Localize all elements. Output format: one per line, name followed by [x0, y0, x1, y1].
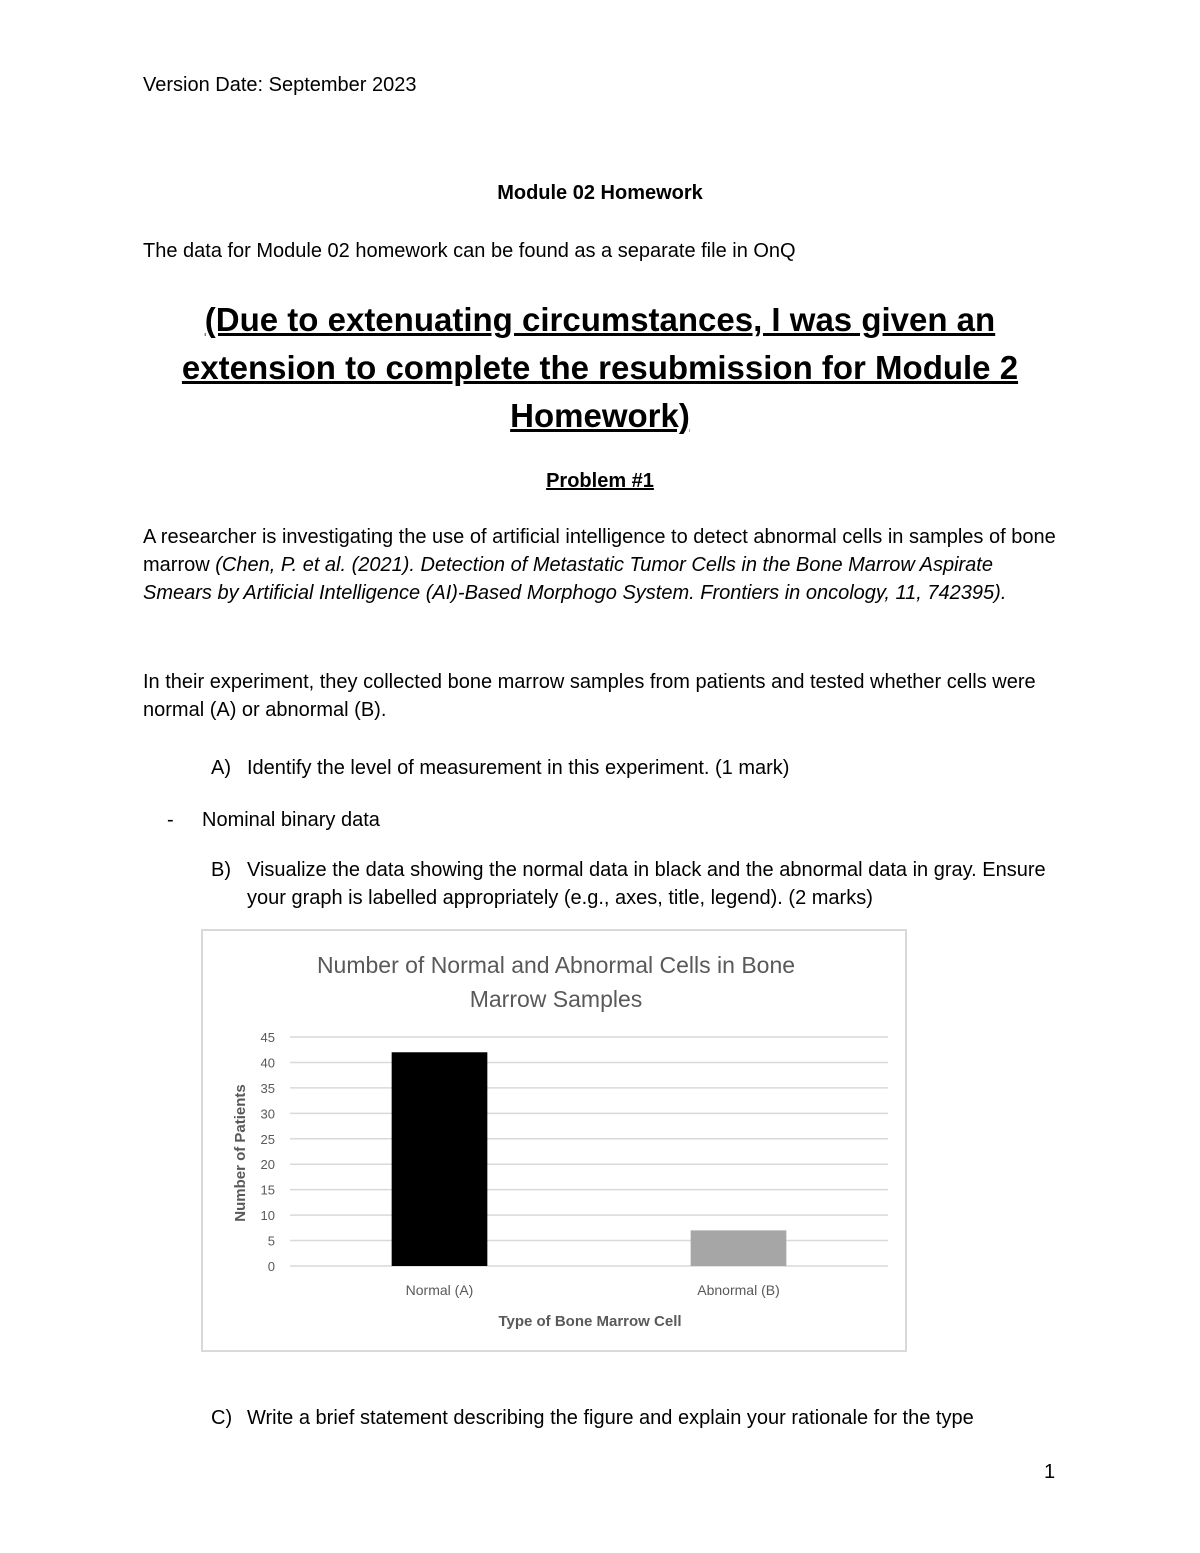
chart-y-tick-label: 15 — [260, 1182, 275, 1198]
citation-end: . — [1000, 582, 1007, 604]
chart-bars — [392, 1052, 787, 1266]
question-c-label: C) — [211, 1407, 233, 1429]
answer-a-text: Nominal binary data — [202, 809, 380, 831]
intro-text: A researcher is investigating the use of artificial intelligence to detect abnormal cells in samples of bone marrow — [143, 526, 1056, 576]
question-a-label: A) — [211, 757, 231, 779]
citation: (Chen, P. et al. (2021). Detection of Metastatic Tumor Cells in the Bone Marrow Aspirate Smears by Artificial Intelligence (AI)-Based Morphogo System. Frontiers in oncology, 11, 742395) — [143, 554, 1001, 604]
chart-y-tick-label: 10 — [260, 1208, 275, 1224]
page-title: Module 02 Homework — [497, 182, 703, 204]
chart-x-tick-label: Abnormal (B) — [697, 1282, 780, 1298]
chart-canvas — [203, 931, 905, 1350]
chart-y-tick-label: 40 — [260, 1055, 275, 1071]
chart-x-tick-label: Normal (A) — [405, 1282, 474, 1298]
bullet-dash: - — [167, 809, 174, 831]
intro-paragraph — [143, 523, 1063, 607]
chart-bar-normal — [392, 1052, 488, 1266]
problem-heading: Problem #1 — [546, 470, 654, 492]
experiment-paragraph: In their experiment, they collected bone marrow samples from patients and tested whether cells were normal (A) or abnormal (B). — [143, 671, 1036, 721]
question-c — [211, 1404, 1071, 1432]
chart-y-tick-label: 25 — [260, 1131, 275, 1147]
chart-title-line-1: Number of Normal and Abnormal Cells in Bone — [316, 952, 796, 978]
question-c-text: Write a brief statement describing the figure and explain your rationale for the type — [247, 1407, 974, 1429]
page-number: 1 — [1044, 1461, 1056, 1483]
chart-y-tick-label: 35 — [260, 1080, 275, 1096]
chart-y-tick-label: 30 — [260, 1106, 275, 1122]
chart-bar-abnormal — [691, 1230, 787, 1266]
question-a — [211, 754, 789, 782]
chart-gridlines — [290, 1037, 888, 1266]
chart-y-tick-label: 45 — [260, 1030, 275, 1045]
question-b-label: B) — [211, 859, 231, 881]
chart-x-axis-label: Type of Bone Marrow Cell — [498, 1313, 682, 1330]
question-a-text: Identify the level of measurement in this experiment. (1 mark) — [247, 757, 790, 779]
chart-y-tick-label: 0 — [267, 1259, 275, 1274]
data-note: The data for Module 02 homework can be found as a separate file in OnQ — [143, 240, 796, 262]
chart-title-line-2: Marrow Samples — [469, 986, 643, 1012]
extension-notice: (Due to extenuating circumstances, I was given an extension to complete the resubmission for Module 2 Homework) — [181, 301, 1019, 434]
answer-a — [167, 806, 380, 834]
chart-y-tick-label: 5 — [267, 1233, 275, 1249]
chart-y-tick-label: 20 — [260, 1157, 275, 1173]
bar-chart — [201, 929, 907, 1352]
question-b — [211, 856, 1051, 909]
version-date: Version Date: September 2023 — [143, 74, 417, 96]
chart-y-axis-label: Number of Patients — [232, 1084, 249, 1222]
question-b-text: Visualize the data showing the normal data in black and the abnormal data in gray. Ensure your graph is labelled appropriately (e.g., axes, title, legend). (2 marks) — [247, 859, 1046, 909]
